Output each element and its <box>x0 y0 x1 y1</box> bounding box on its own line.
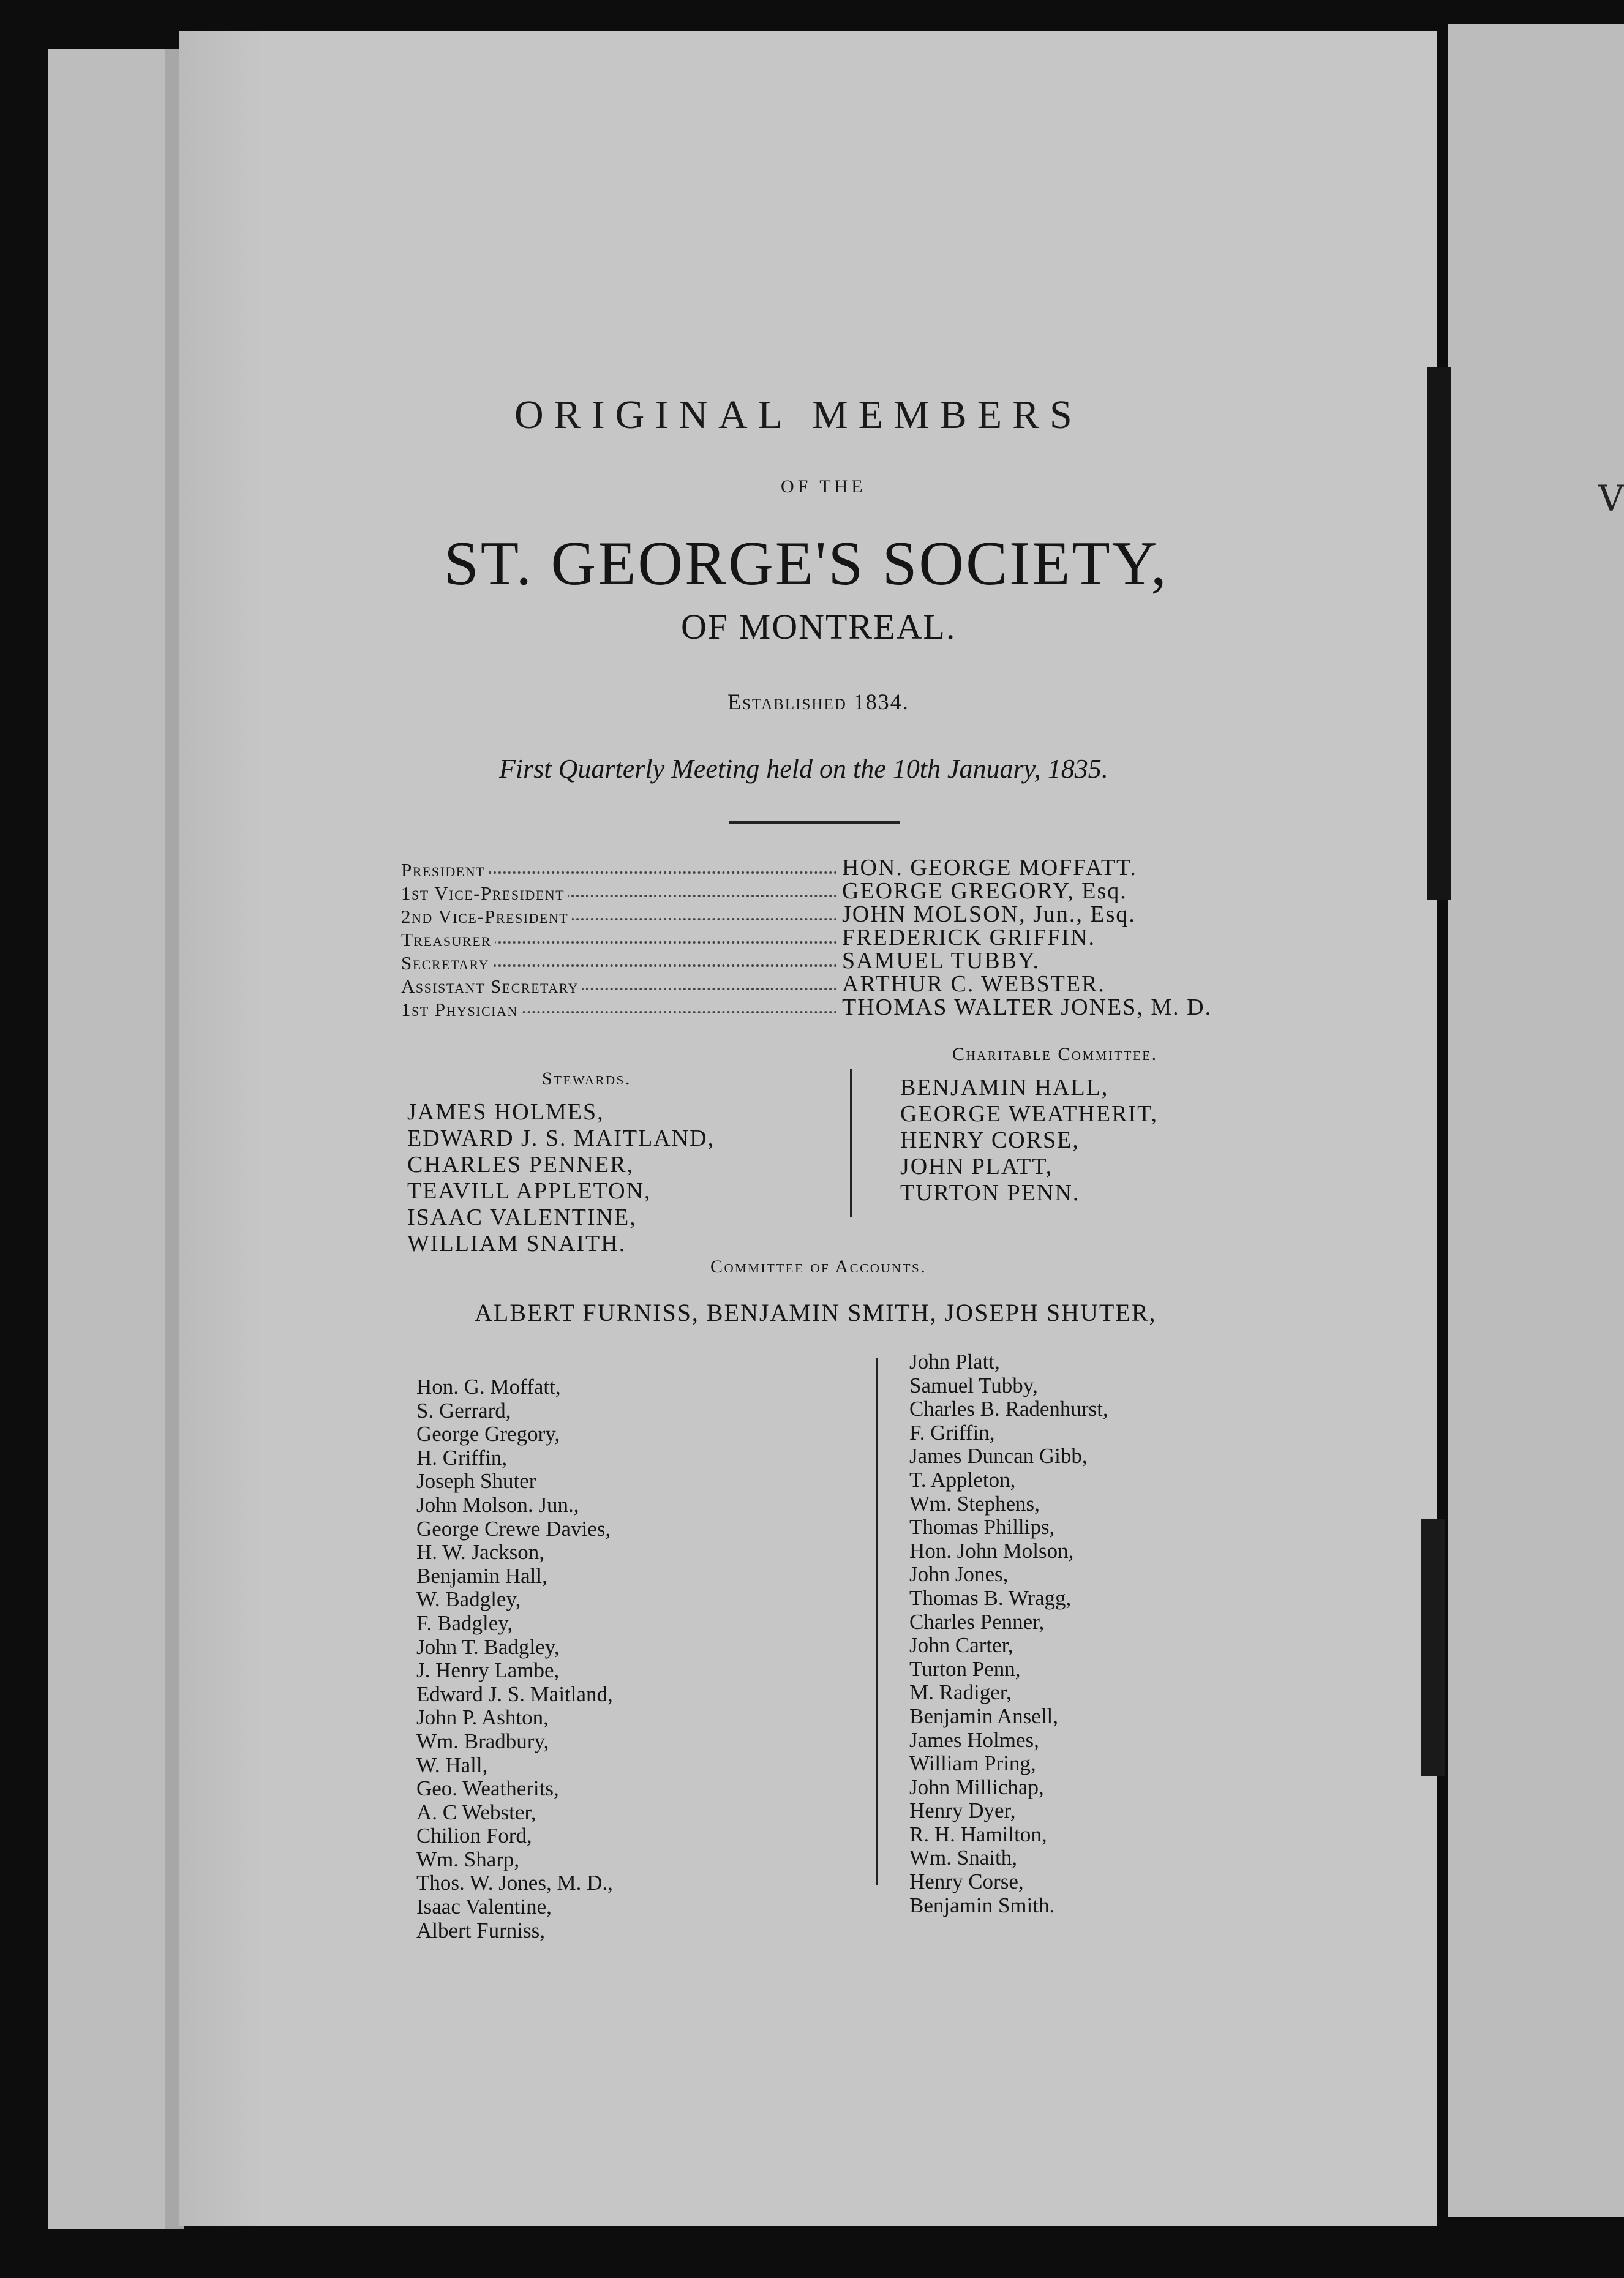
member-name: John Molson. Jun., <box>416 1492 579 1517</box>
member-name: Thos. W. Jones, M. D., <box>416 1871 613 1895</box>
officer-name: THOMAS WALTER JONES, M. D. <box>842 994 1212 1020</box>
subtitle-of-the: OF THE <box>781 476 867 497</box>
member-name: Charles Penner, <box>909 1609 1045 1634</box>
member-name: Hon. John Molson, <box>909 1538 1074 1563</box>
member-name: Wm. Snaith, <box>909 1846 1017 1870</box>
column-divider <box>876 1358 878 1885</box>
officer-name: ARTHUR C. WEBSTER. <box>842 971 1105 997</box>
document-page <box>179 31 1437 2226</box>
officer-title: 1st Vice-President <box>401 882 568 904</box>
committee-member-name: GEORGE WEATHERIT, <box>900 1101 1158 1127</box>
member-name: Turton Penn, <box>909 1656 1021 1681</box>
member-name: R. H. Hamilton, <box>909 1822 1047 1846</box>
steward-name: TEAVILL APPLETON, <box>407 1178 652 1204</box>
committee-member-name: JOHN PLATT, <box>900 1154 1053 1179</box>
established-line: Established 1834. <box>727 690 909 714</box>
member-name: Joseph Shuter <box>416 1469 536 1494</box>
document-title: ORIGINAL MEMBERS <box>514 393 1083 437</box>
member-name: T. Appleton, <box>909 1467 1016 1492</box>
officer-row <box>401 994 1289 1020</box>
charitable-committee-list <box>900 1075 1158 1206</box>
officer-name: JOHN MOLSON, Jun., Esq. <box>842 901 1136 927</box>
member-name: Henry Corse, <box>909 1870 1024 1894</box>
member-name: F. Badgley, <box>416 1611 513 1635</box>
member-name: Hon. G. Moffatt, <box>416 1375 561 1399</box>
steward-name: CHARLES PENNER, <box>407 1152 634 1178</box>
member-name: Edward J. S. Maitland, <box>416 1682 613 1706</box>
officer-name: FREDERICK GRIFFIN. <box>842 925 1096 950</box>
members-left-column <box>416 1375 613 1942</box>
officer-title: Assistant Secretary <box>401 975 582 998</box>
members-right-column <box>909 1350 1108 1917</box>
right-page-fragment-letter: V <box>1598 478 1624 519</box>
officer-row <box>401 924 1289 950</box>
officer-row <box>401 971 1289 997</box>
page-shadow <box>179 31 265 2226</box>
member-name: Isaac Valentine, <box>416 1895 552 1919</box>
member-name: John T. Badgley, <box>416 1634 560 1659</box>
member-name: Henry Dyer, <box>909 1799 1016 1823</box>
member-name: James Holmes, <box>909 1727 1039 1752</box>
member-name: Chilion Ford, <box>416 1824 532 1848</box>
member-name: Wm. Bradbury, <box>416 1729 549 1753</box>
member-name: John Platt, <box>909 1350 1000 1374</box>
member-name: H. Griffin, <box>416 1445 508 1470</box>
stewards-list <box>407 1099 715 1257</box>
member-name: William Pring, <box>909 1751 1036 1776</box>
member-name: Benjamin Hall, <box>416 1563 547 1588</box>
member-name: Geo. Weatherits, <box>416 1776 559 1801</box>
member-name: John Millichap, <box>909 1775 1044 1799</box>
member-name: John Carter, <box>909 1633 1013 1658</box>
member-name: A. C Webster, <box>416 1800 536 1824</box>
officer-row <box>401 947 1289 974</box>
member-name: James Duncan Gibb, <box>909 1444 1088 1468</box>
member-name: Samuel Tubby, <box>909 1373 1038 1397</box>
officer-title: 1st Physician <box>401 999 522 1021</box>
officer-name: GEORGE GREGORY, Esq. <box>842 878 1127 904</box>
member-name: Wm. Sharp, <box>416 1847 520 1871</box>
left-margin-strip <box>48 49 179 2229</box>
member-name: Wm. Stephens, <box>909 1491 1040 1516</box>
member-name: John P. Ashton, <box>416 1705 549 1730</box>
member-name: F. Griffin, <box>909 1420 995 1445</box>
member-name: Albert Furniss, <box>416 1918 545 1942</box>
officer-row <box>401 878 1289 904</box>
member-name: H. W. Jackson, <box>416 1540 545 1565</box>
officer-title: President <box>401 859 489 881</box>
officer-title: Secretary <box>401 952 493 974</box>
section-divider <box>729 821 900 824</box>
committee-of-accounts-names: ALBERT FURNISS, BENJAMIN SMITH, JOSEPH SHUTER, <box>475 1299 1157 1326</box>
member-name: Charles B. Radenhurst, <box>909 1397 1108 1421</box>
page-tear <box>1421 1519 1445 1776</box>
officer-name: HON. GEORGE MOFFATT. <box>842 855 1137 881</box>
member-name: M. Radiger, <box>909 1680 1012 1705</box>
page-tear <box>1427 367 1451 900</box>
committee-member-name: HENRY CORSE, <box>900 1127 1080 1153</box>
steward-name: JAMES HOLMES, <box>407 1099 604 1125</box>
member-name: W. Badgley, <box>416 1587 521 1612</box>
member-name: Benjamin Smith. <box>909 1893 1055 1917</box>
officer-title: 2nd Vice-President <box>401 906 572 928</box>
right-partial-page <box>1448 24 1624 2217</box>
member-name: George Gregory, <box>416 1422 560 1446</box>
officer-name: SAMUEL TUBBY. <box>842 948 1040 974</box>
steward-name: WILLIAM SNAITH. <box>407 1231 626 1257</box>
stewards-heading: Stewards. <box>542 1069 631 1089</box>
member-name: Benjamin Ansell, <box>909 1704 1059 1728</box>
charitable-committee-heading: Charitable Committee. <box>952 1044 1158 1064</box>
officers-list <box>401 854 1289 1020</box>
member-name: John Jones, <box>909 1562 1009 1587</box>
meeting-note: First Quarterly Meeting held on the 10th January, 1835. <box>499 754 1108 784</box>
member-name: Thomas Phillips, <box>909 1515 1055 1539</box>
member-name: Thomas B. Wragg, <box>909 1585 1072 1610</box>
column-divider <box>850 1069 852 1217</box>
member-name: W. Hall, <box>416 1753 488 1777</box>
officer-row <box>401 854 1289 881</box>
society-name: ST. GEORGE'S SOCIETY, <box>444 529 1168 598</box>
committee-of-accounts-heading: Committee of Accounts. <box>710 1257 927 1277</box>
steward-name: ISAAC VALENTINE, <box>407 1205 637 1230</box>
member-name: George Crewe Davies, <box>416 1516 611 1541</box>
officer-title: Treasurer <box>401 929 495 951</box>
member-name: S. Gerrard, <box>416 1398 511 1423</box>
city-name: OF MONTREAL. <box>681 607 957 647</box>
officer-row <box>401 901 1289 927</box>
committee-member-name: BENJAMIN HALL, <box>900 1075 1109 1100</box>
member-name: J. Henry Lambe, <box>416 1658 560 1683</box>
committee-member-name: TURTON PENN. <box>900 1180 1080 1206</box>
steward-name: EDWARD J. S. MAITLAND, <box>407 1126 715 1151</box>
